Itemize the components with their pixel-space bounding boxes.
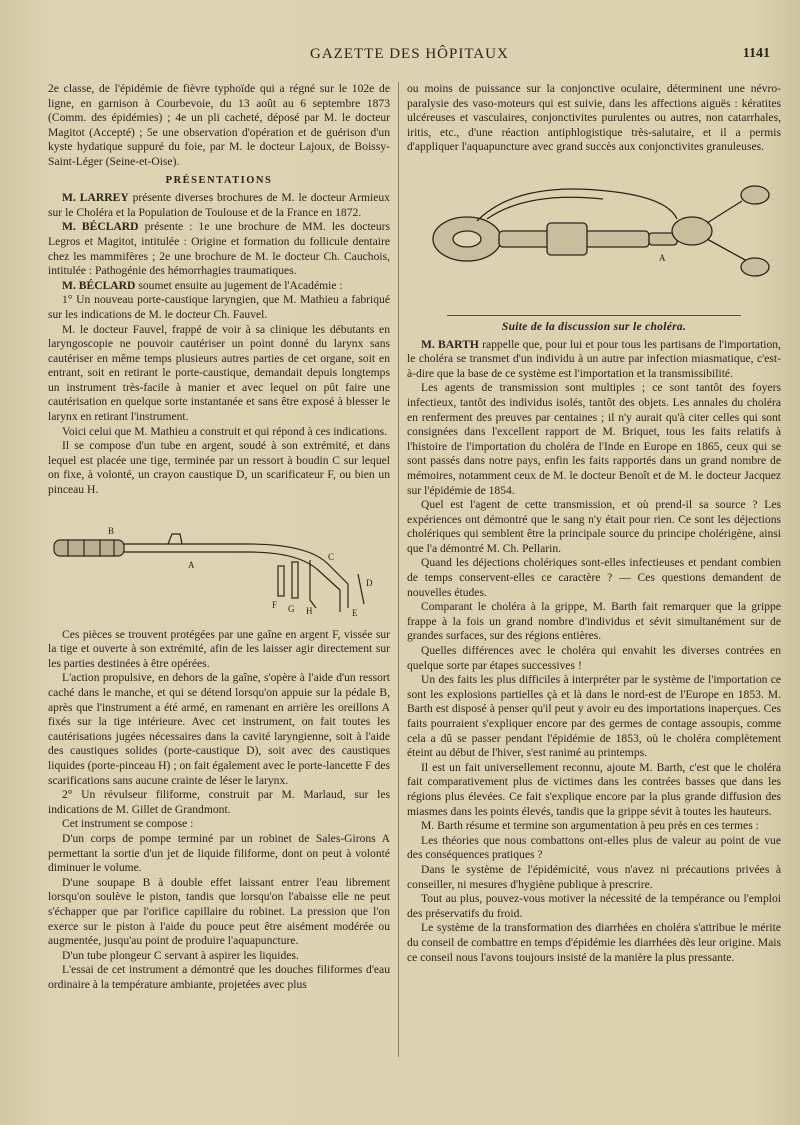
section-heading-presentations: PRÉSENTATIONS <box>165 174 273 186</box>
page-header <box>50 46 770 68</box>
paragraph <box>48 279 390 294</box>
figure-label: F <box>272 599 278 610</box>
speaker-name: M. BARTH <box>421 337 479 351</box>
revulseur-filiforme-figure <box>407 161 781 309</box>
figure-label: H <box>306 605 313 616</box>
paragraph-text: présente diverses brochures de M. le docteur Armieux sur le Choléra et la Population de Toulouse et de la France en 1872. <box>48 191 390 219</box>
paragraph: 2e classe, de l'épidémie de fièvre typhoïde qui a régné sur le 102e de ligne, en garnison à Courbevoie, du 13 août au 6 septembre 1873 (Comm. des épidémies) ; 4e un pli cacheté, déposé par M. le docteur Magitot (Accepté) ; 5e une observation d'opération et de guérison d'un kyste hydatique suppuré du foie, par M. le docteur Lajoux, de Boissy-Saint-Léger (Seine-et-Oise). <box>48 82 390 168</box>
column-rule <box>398 82 399 1057</box>
paragraph: Cet instrument se compose : <box>62 817 194 831</box>
paragraph <box>48 220 390 278</box>
paragraph: 1° Un nouveau porte-caustique laryngien, que M. Mathieu a fabriqué sur les indications de M. le docteur Ch. Fauvel. <box>48 293 390 321</box>
figure-label: D <box>366 577 373 588</box>
speaker-name: M. BÉCLARD <box>62 278 136 292</box>
paragraph: Ces pièces se trouvent protégées par une gaîne en argent F, vissée sur la tige et ouverte à son extrémité, afin de les laisser agir directement sur les parties destinées à être opérées. <box>48 627 390 670</box>
paragraph: Comparant le choléra à la grippe, M. Barth fait remarquer que la grippe frappe à la fois un grand nombre d'individus et sévit simultanément sur de grandes surfaces, sur des régions entières. <box>407 600 781 643</box>
figure-label: E <box>352 607 358 618</box>
paragraph: L'essai de cet instrument a démontré que les douches filiformes d'eau ordinaire à la température ambiante, projetées avec plus <box>48 963 390 991</box>
paragraph: Le système de la transformation des diarrhées en choléra s'attribue le mérite du conseil de combattre en temps d'épidémie les diarrhées dès leur origine. Mais ce conseil nous l'avons toujours insisté de la manière la plus pressante. <box>407 921 781 964</box>
paragraph: Quel est l'agent de cette transmission, et où prend-il sa source ? Les expériences ont démontré que le sang n'y était pour rien. Ce sont les déjections cholériques qui semblent être la principale source du principe cholérigène, ainsi que l'a démontré M. Ch. Pellarin. <box>407 498 781 555</box>
paragraph: Les théories que nous combattons ont-elles plus de valeur au point de vue des conséquences pratiques ? <box>407 833 781 862</box>
paragraph-text: rappelle que, pour lui et pour tous les partisans de l'importation, le choléra se transmet d'un individu à un autre par infection miasmatique, c'est-à-dire que la base de ce système est l'importation et la transmissibilité. <box>407 337 782 380</box>
divider <box>447 315 741 316</box>
paragraph: 2° Un révulseur filiforme, construit par M. Marlaud, sur les indications de M. Gillet de Grandmont. <box>48 788 390 816</box>
paragraph: Il se compose d'un tube en argent, soudé à son extrémité, et dans lequel est placée une tige, terminée par un ressort à boudin C sur lequel on fixe, à volonté, un crayon caustique D, un scarificateur F, ou bien un pinceau H. <box>48 439 390 497</box>
section-heading-cholera: Suite de la discussion sur le choléra. <box>501 320 687 333</box>
paragraph-text: présente : 1e une brochure de MM. les docteurs Legros et Magitot, intitulée : Origine et formation du follicule dentaire chez les mammifères ; 2e une brochure de M. le docteur Ch. Cauchois, intitulée : Pathogénie des hémorrhagies traumatiques. <box>48 220 390 278</box>
porte-caustique-figure <box>48 504 390 622</box>
page-number: 1141 <box>742 46 770 61</box>
speaker-name: M. LARREY <box>62 191 129 205</box>
paragraph <box>48 191 390 220</box>
paragraph: Quand les déjections cholériques sont-elles infectieuses et pendant combien de temps conservent-elles ce caractère ? — Ces questions demandent de nouvelles études. <box>407 556 781 599</box>
paragraph: M. le docteur Fauvel, frappé de voir à sa clinique les débutants en laryngoscopie ne pouvoir cautériser un point donné du larynx sans cautériser en même temps plusieurs autres parties de cet organe, soit en entrant, soit en retirant le porte-caustique, demandait depuis longtemps un instrument très-facile à manier et avec lequel on pût faire une cautérisation en quelque sorte instantanée et sans être exposé à blesser le larynx en retirant l'instrument. <box>48 322 390 424</box>
paragraph-text: ou moins de puissance sur la conjonctive oculaire, déterminent une névro-paralysie des vaso-moteurs qui est suivie, dans les affections aiguës : kératites ulcéreuses et vasculaires, conjonctivites purulentes ou autres, non catarrhales, iritis, etc., d'une réaction antiphlogistique très-salutaire, et il a permis d'appliquer l'aquapuncture avec grand succès aux conjonctivites granuleuses. <box>407 82 781 154</box>
paragraph: M. Barth résume et termine son argumentation à peu près en ces termes : <box>421 819 759 833</box>
paragraph: Un des faits les plus difficiles à interpréter par le système de l'importation ce sont les explosions partielles çà et là dans le nord-est de l'Europe en 1853. M. Barth est disposé à penser qu'il peut y avoir eu des importations inaperçues. Ces faits pourraient s'expliquer encore par des germes de contage assoupis, comme cela a dû se passer pendant l'épidémie de 1853, où le choléra complètement éteint au début de l'hiver, s'est ranimé au printemps. <box>407 673 781 760</box>
paragraph <box>407 338 781 382</box>
figure-label: A <box>188 559 195 570</box>
speaker-name: M. BÉCLARD <box>62 220 139 234</box>
left-column <box>48 82 390 992</box>
paragraph: D'un corps de pompe terminé par un robinet de Sales-Girons A permettant la sortie d'un jet de liquide filiforme, dont on peut à volonté diminuer le volume. <box>48 831 390 875</box>
figure-label: C <box>328 551 335 562</box>
figure-label: G <box>288 603 295 614</box>
paragraph: L'action propulsive, en dehors de la gaîne, s'opère à l'aide d'un ressort caché dans le manche, et qui se détend lorsqu'on appuie sur la pédale B, après que l'instrument a été armé, en ramenant en arrière les oreillons A fixés sur la tige intérieure. Avec cet instrument, on fait toutes les cautérisations jugées nécessaires dans la cavité laryngienne, soit à l'aide des caustiques solides (porte-caustique D), soit avec des caustiques liquides (porte-pinceau H) ; on fait également avec le porte-lancette F des scarifications sans aucune crainte de léser le larynx. <box>48 671 390 787</box>
paragraph-text: soumet ensuite au jugement de l'Académie : <box>138 278 343 292</box>
paragraph <box>407 82 781 155</box>
paragraph: Les agents de transmission sont multiples ; ce sont tantôt des foyers infectieux, tantôt des individus isolés, tantôt des objets. Les annales du choléra en renferment des preuves par centaines ; il n'y aurait qu'à citer celles qui sont consignées dans l'excellent rapport de M. Briquet, tous les faits relatifs à l'histoire de l'importation du choléra de l'Inde en Europe en 1865, ceux qui se sont passés dans notre pays, enfin les faits rapportés dans un grand nombre de mémoires, notamment ceux de M. le docteur Benoît et de M. le docteur Jacquez sur l'épidémie de 1854. <box>407 381 781 497</box>
paragraph: Quelles différences avec le choléra qui envahit les diverses contrées en quelque sorte par étapes successives ! <box>407 644 781 672</box>
paragraph: Voici celui que M. Mathieu a construit et qui répond à ces indications. <box>62 424 387 438</box>
paragraph: D'un tube plongeur C servant à aspirer les liquides. <box>62 948 299 962</box>
paragraph: Il est un fait universellement reconnu, ajoute M. Barth, c'est que le choléra fait comparativement plus de victimes dans les contrées basses que dans les régions plus élevées. Ce fait s'explique encore par la plus grande diffusion des miasmes dans les points élevés, tandis que la grippe sévit à toutes les hauteurs. <box>407 760 781 818</box>
paragraph: Dans le système de l'épidémicité, vous n'avez ni précautions privées à conseiller, ni mesures d'hygiène publique à prescrire. <box>407 862 781 891</box>
paragraph: D'une soupape B à double effet laissant entrer l'eau librement lorsqu'on soulève le piston, tandis que lorsqu'on l'abaisse elle ne peut s'échapper que par l'orifice capillaire du robinet. La pression que l'on exerce sur le piston à l'aide du pouce peut être aisément modérée ou augmentée, jusqu'au point de produire l'aquapuncture. <box>48 875 390 948</box>
running-head: GAZETTE DES HÔPITAUX <box>310 46 509 62</box>
figure-label: B <box>108 525 115 536</box>
figure-label: A <box>659 252 666 263</box>
right-column <box>407 82 781 965</box>
paragraph: Tout au plus, pouvez-vous motiver la nécessité de la tempérance ou l'emploi des préservatifs du froid. <box>407 892 781 920</box>
